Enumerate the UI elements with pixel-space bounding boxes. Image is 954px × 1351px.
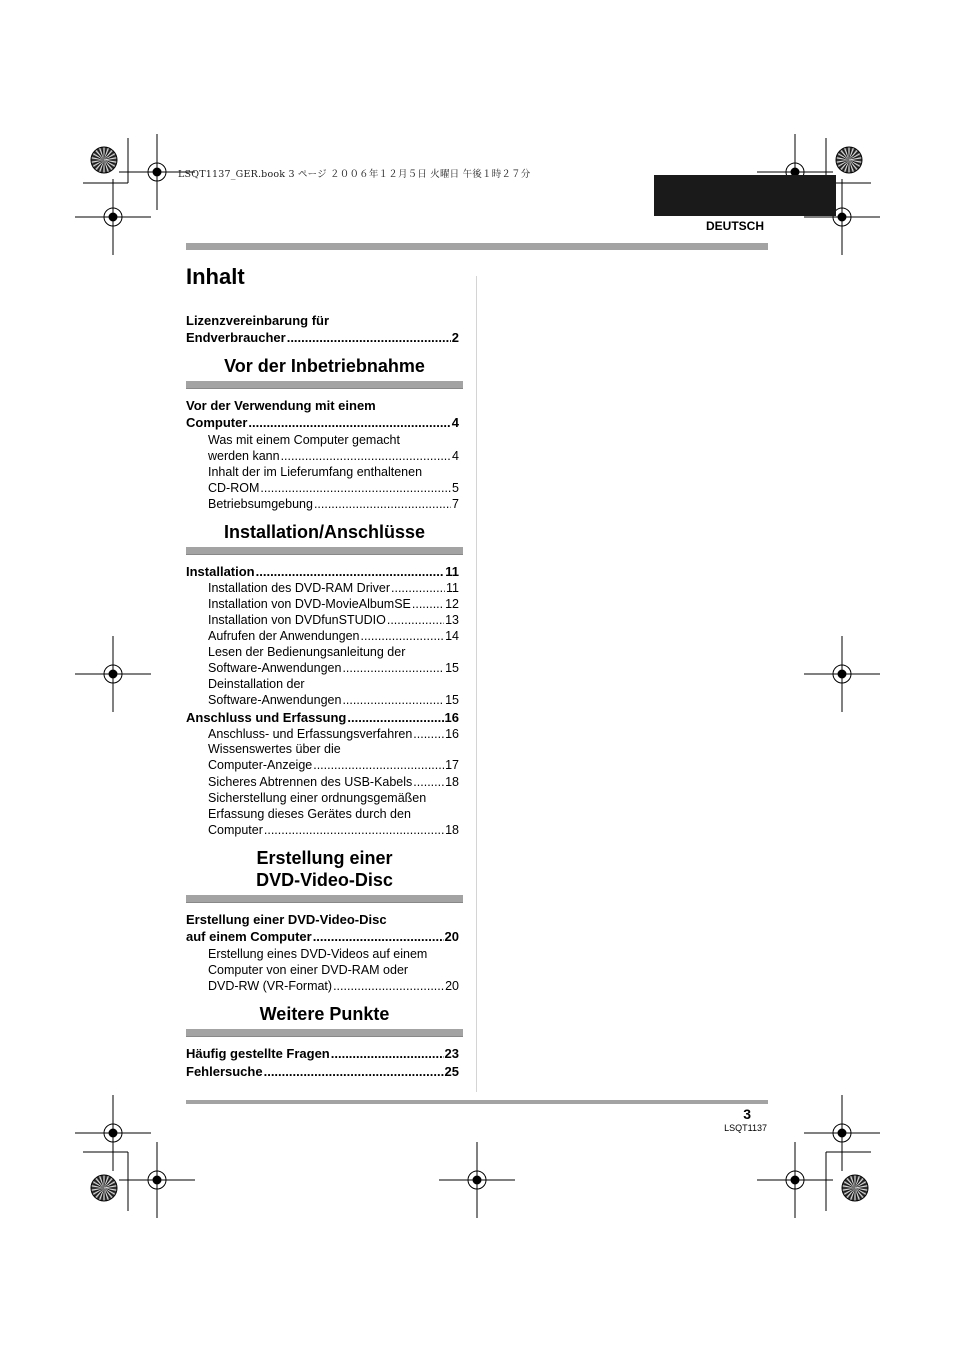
- crosshair-mark: [75, 1095, 151, 1171]
- toc-entry-before-computer[interactable]: Vor der Verwendung mit einem Computer ..... 4: [186, 397, 459, 431]
- toc-subentry[interactable]: Was mit einem Computer gemacht werden kann ..... 4: [208, 432, 459, 464]
- toc-subentry[interactable]: Installation des DVD-RAM Driver ..... 11: [208, 580, 459, 596]
- toc-subentry[interactable]: Anschluss- und Erfassungsverfahren ..... 16: [208, 726, 459, 742]
- section-title-dvd: Erstellung einer DVD-Video-Disc: [256, 848, 393, 890]
- sunburst-target: [91, 1175, 117, 1201]
- toc-entry-connection[interactable]: Anschluss und Erfassung ..... 16: [186, 709, 459, 726]
- language-label: DEUTSCH: [705, 219, 764, 233]
- toc-entry-dvd-creation[interactable]: Erstellung einer DVD-Video-Disc auf einem Computer ..... 20: [186, 911, 459, 945]
- section-title-installation: Installation/Anschlüsse: [223, 522, 426, 542]
- top-rule: [186, 243, 768, 250]
- section-bar: [186, 381, 463, 389]
- sunburst-target: [91, 147, 117, 173]
- toc-entry-installation[interactable]: Installation ..... 11: [186, 563, 459, 580]
- toc-subentry[interactable]: Sicherstellung einer ordnungsgemäßen Erfassung dieses Gerätes durch den Computer ..... 18: [208, 790, 459, 838]
- sunburst-target: [842, 1175, 868, 1201]
- toc-subentry[interactable]: Wissenswertes über die Computer-Anzeige ..... 17: [208, 741, 459, 773]
- toc-entry-faq[interactable]: Häufig gestellte Fragen ..... 23: [186, 1045, 459, 1062]
- section-bar: [186, 895, 463, 903]
- section-title-before-use: Vor der Inbetriebnahme: [224, 356, 425, 376]
- crosshair-mark: [439, 1142, 515, 1218]
- toc-subentry[interactable]: Lesen der Bedienungsanleitung der Software-Anwendungen ..... 15: [208, 644, 459, 676]
- crosshair-mark: [75, 179, 151, 255]
- section-bar: [186, 1029, 463, 1037]
- column-divider: [476, 276, 477, 1092]
- toc-subentry[interactable]: Sicheres Abtrennen des USB-Kabels ..... 18: [208, 774, 459, 790]
- crosshair-mark: [804, 636, 880, 712]
- crosshair-mark: [757, 1142, 833, 1218]
- section-title-other: Weitere Punkte: [259, 1004, 390, 1024]
- crosshair-mark: [75, 636, 151, 712]
- toc-subentry[interactable]: Erstellung eines DVD-Videos auf einem Computer von einer DVD-RAM oder DVD-RW (VR-Format) ..... 20: [208, 946, 459, 994]
- page-title: Inhalt: [186, 264, 245, 289]
- toc-entry-troubleshooting[interactable]: Fehlersuche ..... 25: [186, 1063, 459, 1080]
- section-bar: [186, 547, 463, 555]
- doc-code: LSQT1137: [724, 1123, 767, 1133]
- sunburst-target: [836, 147, 862, 173]
- toc-subentry[interactable]: Inhalt der im Lieferumfang enthaltenen CD-ROM ..... 5: [208, 464, 459, 496]
- page-number: 3: [743, 1106, 751, 1122]
- toc-subentry[interactable]: Deinstallation der Software-Anwendungen ..... 15: [208, 676, 459, 708]
- toc-subentry[interactable]: Aufrufen der Anwendungen ..... 14: [208, 628, 459, 644]
- toc-entry-license[interactable]: Lizenzvereinbarung für Endverbraucher ..... 2: [186, 312, 459, 346]
- bottom-rule: [186, 1100, 768, 1104]
- toc-subentry[interactable]: Installation von DVD-MovieAlbumSE ..... 12: [208, 596, 459, 612]
- crosshair-mark: [804, 1095, 880, 1171]
- crosshair-mark: [119, 1142, 195, 1218]
- toc-subentry[interactable]: Installation von DVDfunSTUDIO ..... 13: [208, 612, 459, 628]
- print-header: LSQT1137_GER.book 3 ページ ２００６年１２月５日 火曜日 午後１時２７分: [178, 169, 531, 180]
- toc-subentry[interactable]: Betriebsumgebung ..... 7: [208, 496, 459, 512]
- language-tab: [654, 175, 836, 216]
